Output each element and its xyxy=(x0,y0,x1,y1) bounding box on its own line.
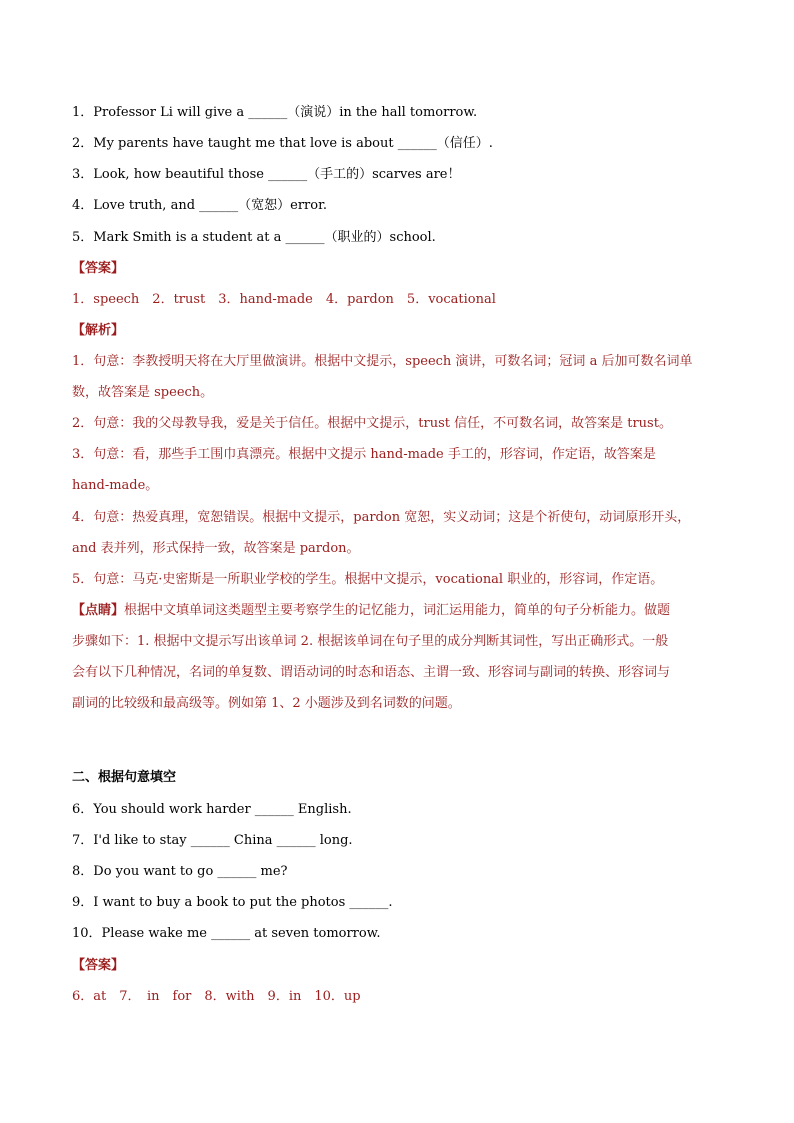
question-1: 1．Professor Li will give a ______（演说）in the hall tomorrow. xyxy=(72,105,478,120)
tip-line-4: 副词的比较级和最高级等。例如第 1、2 小题涉及到名词数的问题。 xyxy=(72,696,461,711)
analysis-heading: 【解析】 xyxy=(72,323,125,338)
analysis-line-1: 1．句意：李教授明天将在大厅里做演讲。根据中文提示，speech 演讲，可数名词；冠词 a 后加可数名词单 xyxy=(72,354,693,369)
analysis-line-6: 4．句意：热爱真理，宽恕错误。根据中文提示，pardon 宽恕，实义动词；这是个祈使句，动词原形开头， xyxy=(72,510,691,525)
question-8: 8．Do you want to go ______ me? xyxy=(72,864,288,879)
question-2: 2．My parents have taught me that love is about ______（信任）. xyxy=(72,136,493,151)
analysis-line-3: 2．句意：我的父母教导我，爱是关于信任。根据中文提示，trust 信任，不可数名词，故答案是 trust。 xyxy=(72,416,672,431)
answer-heading: 【答案】 xyxy=(72,261,125,276)
analysis-line-8: 5．句意：马克·史密斯是一所职业学校的学生。根据中文提示，vocational 职业的，形容词，作定语。 xyxy=(72,572,664,587)
analysis-line-4: 3．句意：看，那些手工围巾真漂亮。根据中文提示 hand-made 手工的，形容词，作定语，故答案是 xyxy=(72,447,656,462)
section2-title: 二、根据句意填空 xyxy=(72,770,177,785)
analysis-line-2: 数，故答案是 speech。 xyxy=(72,385,214,400)
tip-line-2: 步骤如下：1. 根据中文提示写出该单词 2. 根据该单词在句子里的成分判断其词性，写出正确形式。一般 xyxy=(72,634,669,649)
question-10: 10．Please wake me ______ at seven tomorrow. xyxy=(72,926,381,941)
question-6: 6．You should work harder ______ English. xyxy=(72,802,352,817)
tip-line-1 xyxy=(72,603,732,619)
question-9: 9．I want to buy a book to put the photos ______. xyxy=(72,895,393,910)
tip-line-3: 会有以下几种情况，名词的单复数、谓语动词的时态和语态、主谓一致、形容词与副词的转换、形容词与 xyxy=(72,665,671,680)
question-4: 4．Love truth, and ______（宽恕）error. xyxy=(72,198,328,213)
question-3: 3．Look, how beautiful those ______（手工的）scarves are！ xyxy=(72,167,461,182)
question-5: 5．Mark Smith is a student at a ______（职业的）school. xyxy=(72,230,436,245)
tip-text-1: 根据中文填单词这类题型主要考察学生的记忆能力，词汇运用能力，简单的句子分析能力。做题 xyxy=(124,603,671,618)
answer-line-2: 6．at 7． in for 8．with 9．in 10．up xyxy=(72,989,361,1004)
analysis-line-7: and 表并列，形式保持一致，故答案是 pardon。 xyxy=(72,541,360,556)
answer-heading-2: 【答案】 xyxy=(72,958,125,973)
tip-heading: 【点睛】 xyxy=(72,603,125,618)
question-7: 7．I'd like to stay ______ China ______ long. xyxy=(72,833,353,848)
answer-line: 1．speech 2．trust 3．hand-made 4．pardon 5．vocational xyxy=(72,292,496,307)
analysis-line-5: hand-made。 xyxy=(72,478,159,493)
